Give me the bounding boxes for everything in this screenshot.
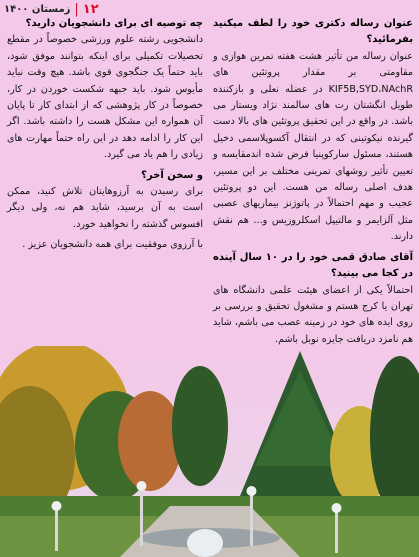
question-thesis-title: عنوان رساله دکتری خود را لطف میکنید بفرمائید؟ (213, 18, 413, 46)
answer-advice: دانشجویی رشته علوم ورزشی خصوصاً در مقطع تحصیلات تکمیلی برای اینکه بتوانند موفق شود، باید حتماً یک جنگجوی قوی باشد. هیچ وقت نباید مأیوس شود. باید جبهه شکست خوردن در کار، خصوصاً در کار پژوهشی که از ابتدای کار تا پایان آن همواره این مشکل هست را داشته باشد. اگر این کار را ادامه دهد در این راه حتماً مهارت های زیادی را هم یاد می گیرد. (7, 34, 203, 161)
closing-note: با آرزوی موفقیت برای همه دانشجویان عزیز . (22, 239, 203, 251)
right-column (213, 16, 413, 352)
answer-future: احتمالاً یکی از اعضای هیئت علمی دانشگاه های تهران یا کرج هستم و مشغول تحقیق و بررسی بر روی ایده های خود در زمینه عصب می باشم، شاید هم نامزد دریافت جایزه نوبل باشم. (213, 284, 413, 345)
page-header (4, 2, 99, 17)
answer-last-word: برای رسیدن به آرزوهایتان تلاش کنید، ممکن است به آن برسید، شاید هم نه، ولی دیگر افسوس گذشته را نخواهید خورد. (7, 186, 203, 230)
answer-thesis-title: عنوان رساله من تأثیر هشت هفته تمرین هوازی و مقاومتی بر مقدار پروتئین های KIF5B,SYD،NAchR در عضله نعلی و بازکننده طویل انگشتان رت های سالمند نژاد ویستار می باشد. در واقع در این تحقیق پروتئین های بالا دست گیرنده نیکوتینی که در انتقال آکسوپلاسمی دخیل هستند، مسئول سارکوپنیا فرض شده اندمقایسه و تعیین تأثیر روشهای تمرینی مختلف بر این مسیر، هدف اصلی رساله من هست. این دو پروتئین عجیب و مهم احتمالاً در پاتوژنز بیماریهای عصبی مثل آلزایمر و مالتیپل اسکلروزیس و... هم نقش دارند. (213, 50, 413, 243)
header-separator: | (74, 2, 79, 17)
season-label: زمستان ۱۴۰۰ (4, 4, 71, 15)
question-last-word: و سخن آخر؟ (141, 169, 203, 181)
left-column (7, 16, 203, 258)
question-advice: چه توصیه ای برای دانشجویان دارید؟ (25, 18, 203, 29)
campus-photo (0, 346, 419, 557)
question-future: آقای صادق قمی خود را در ۱۰ سال آینده در کجا می بینید؟ (213, 251, 413, 280)
page-number: ۱۲ (82, 2, 99, 17)
